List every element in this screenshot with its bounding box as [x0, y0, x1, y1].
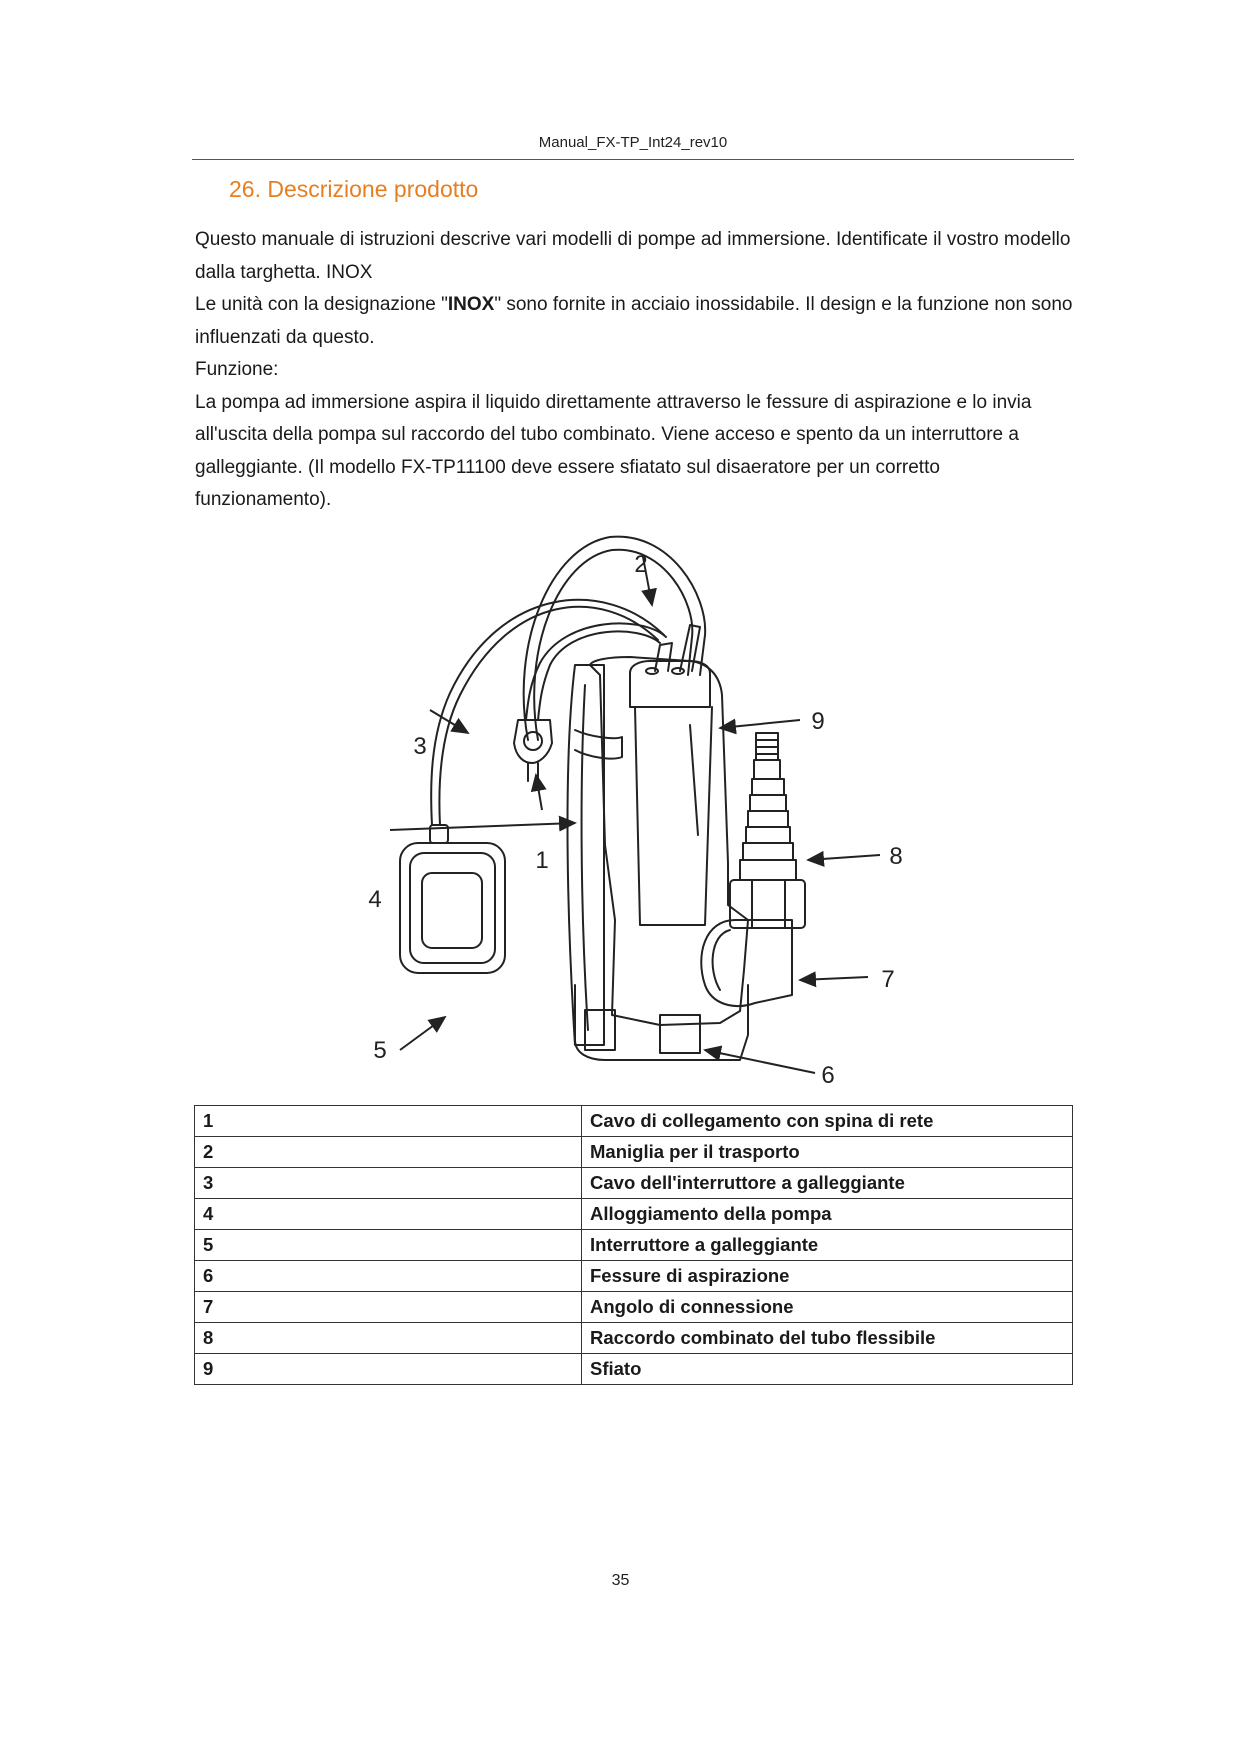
arrow-8 — [808, 855, 880, 860]
paragraph-intro: Questo manuale di istruzioni descrive vari modelli di pompe ad immersione. Identificate il vostro modello dalla targhetta. INOX — [195, 229, 1071, 283]
table-row — [195, 1199, 1073, 1230]
paragraph-function-heading: Funzione: — [195, 359, 279, 380]
paragraph-inox-before: Le unità con la designazione " — [195, 294, 448, 315]
table-row — [195, 1261, 1073, 1292]
part-label: Raccordo combinato del tubo flessibile — [582, 1323, 1073, 1354]
callout-4: 4 — [368, 886, 382, 913]
callout-3: 3 — [413, 733, 427, 760]
vent-right — [672, 668, 684, 674]
paragraph-inox-bold: INOX — [447, 294, 495, 315]
paragraph-inox-after: " sono fornite in acciaio inossidabile. Il design e la funzione non sono influenzati da questo. — [195, 294, 1073, 348]
plug-face — [524, 732, 542, 750]
callout-7: 7 — [881, 966, 895, 993]
handle-outline — [524, 537, 706, 740]
arrow-3 — [430, 710, 468, 733]
part-number: 2 — [195, 1137, 582, 1168]
part-number: 3 — [195, 1168, 582, 1199]
table-row — [195, 1323, 1073, 1354]
table-row — [195, 1168, 1073, 1199]
paragraph-function: La pompa ad immersione aspira il liquido direttamente attraverso le fessure di aspirazione e lo invia all'uscita della pompa sul raccordo del tubo combinato. Viene acceso e spento da un interruttore a galleggiante. (Il modello FX-TP11100 deve essere sfiatato sul disaeratore per un corretto funzionamento). — [195, 391, 1032, 510]
part-label: Cavo dell'interruttore a galleggiante — [582, 1168, 1073, 1199]
body-text — [195, 224, 1075, 517]
power-plug — [514, 720, 552, 763]
table-row — [195, 1230, 1073, 1261]
motor-cap — [630, 661, 710, 707]
float-cable — [439, 607, 658, 825]
hose-connector-ribs — [740, 760, 796, 880]
parts-table — [194, 1105, 1073, 1385]
pump-diagram — [360, 525, 920, 1095]
part-label: Maniglia per il trasporto — [582, 1137, 1073, 1168]
callout-9: 9 — [811, 708, 825, 735]
motor-body — [635, 707, 712, 925]
table-row — [195, 1292, 1073, 1323]
part-label: Fessure di aspirazione — [582, 1261, 1073, 1292]
callout-2: 2 — [634, 551, 648, 578]
part-label: Interruttore a galleggiante — [582, 1230, 1073, 1261]
page-header: Manual_FX-TP_Int24_rev10 — [538, 134, 728, 151]
suction-slot-right — [660, 1015, 700, 1053]
section-title: 26. Descrizione prodotto — [229, 176, 479, 202]
hose-thread — [756, 733, 778, 760]
motor-slot — [690, 725, 698, 835]
table-row — [195, 1106, 1073, 1137]
part-number: 8 — [195, 1323, 582, 1354]
part-label: Sfiato — [582, 1354, 1073, 1385]
part-label: Cavo di collegamento con spina di rete — [582, 1106, 1073, 1137]
arrow-4 — [390, 823, 575, 830]
arrow-7 — [800, 977, 868, 980]
arrow-5 — [400, 1017, 445, 1050]
header-divider — [192, 159, 1074, 160]
callout-8: 8 — [889, 843, 903, 870]
housing-left-inner — [582, 685, 588, 1030]
handle-inner — [534, 550, 692, 740]
elbow-inner — [713, 930, 730, 990]
table-row — [195, 1137, 1073, 1168]
table-row — [195, 1354, 1073, 1385]
callout-6: 6 — [821, 1062, 835, 1089]
float-switch-inner — [422, 873, 482, 948]
part-label: Alloggiamento della pompa — [582, 1199, 1073, 1230]
arrow-6 — [705, 1050, 815, 1073]
callout-5: 5 — [373, 1037, 387, 1064]
float-switch-outer — [400, 843, 505, 973]
part-number: 6 — [195, 1261, 582, 1292]
float-cable-inner — [431, 600, 664, 825]
part-number: 1 — [195, 1106, 582, 1137]
part-label: Angolo di connessione — [582, 1292, 1073, 1323]
page-number: 35 — [611, 1572, 630, 1589]
arrow-9 — [720, 720, 800, 728]
part-number: 7 — [195, 1292, 582, 1323]
callout-1: 1 — [535, 847, 549, 874]
cable-tube-left — [655, 643, 672, 671]
housing-outline — [590, 657, 748, 1025]
part-number: 9 — [195, 1354, 582, 1385]
pump-illustration — [360, 525, 920, 1095]
part-number: 5 — [195, 1230, 582, 1261]
part-number: 4 — [195, 1199, 582, 1230]
paragraph-inox — [195, 289, 1075, 354]
